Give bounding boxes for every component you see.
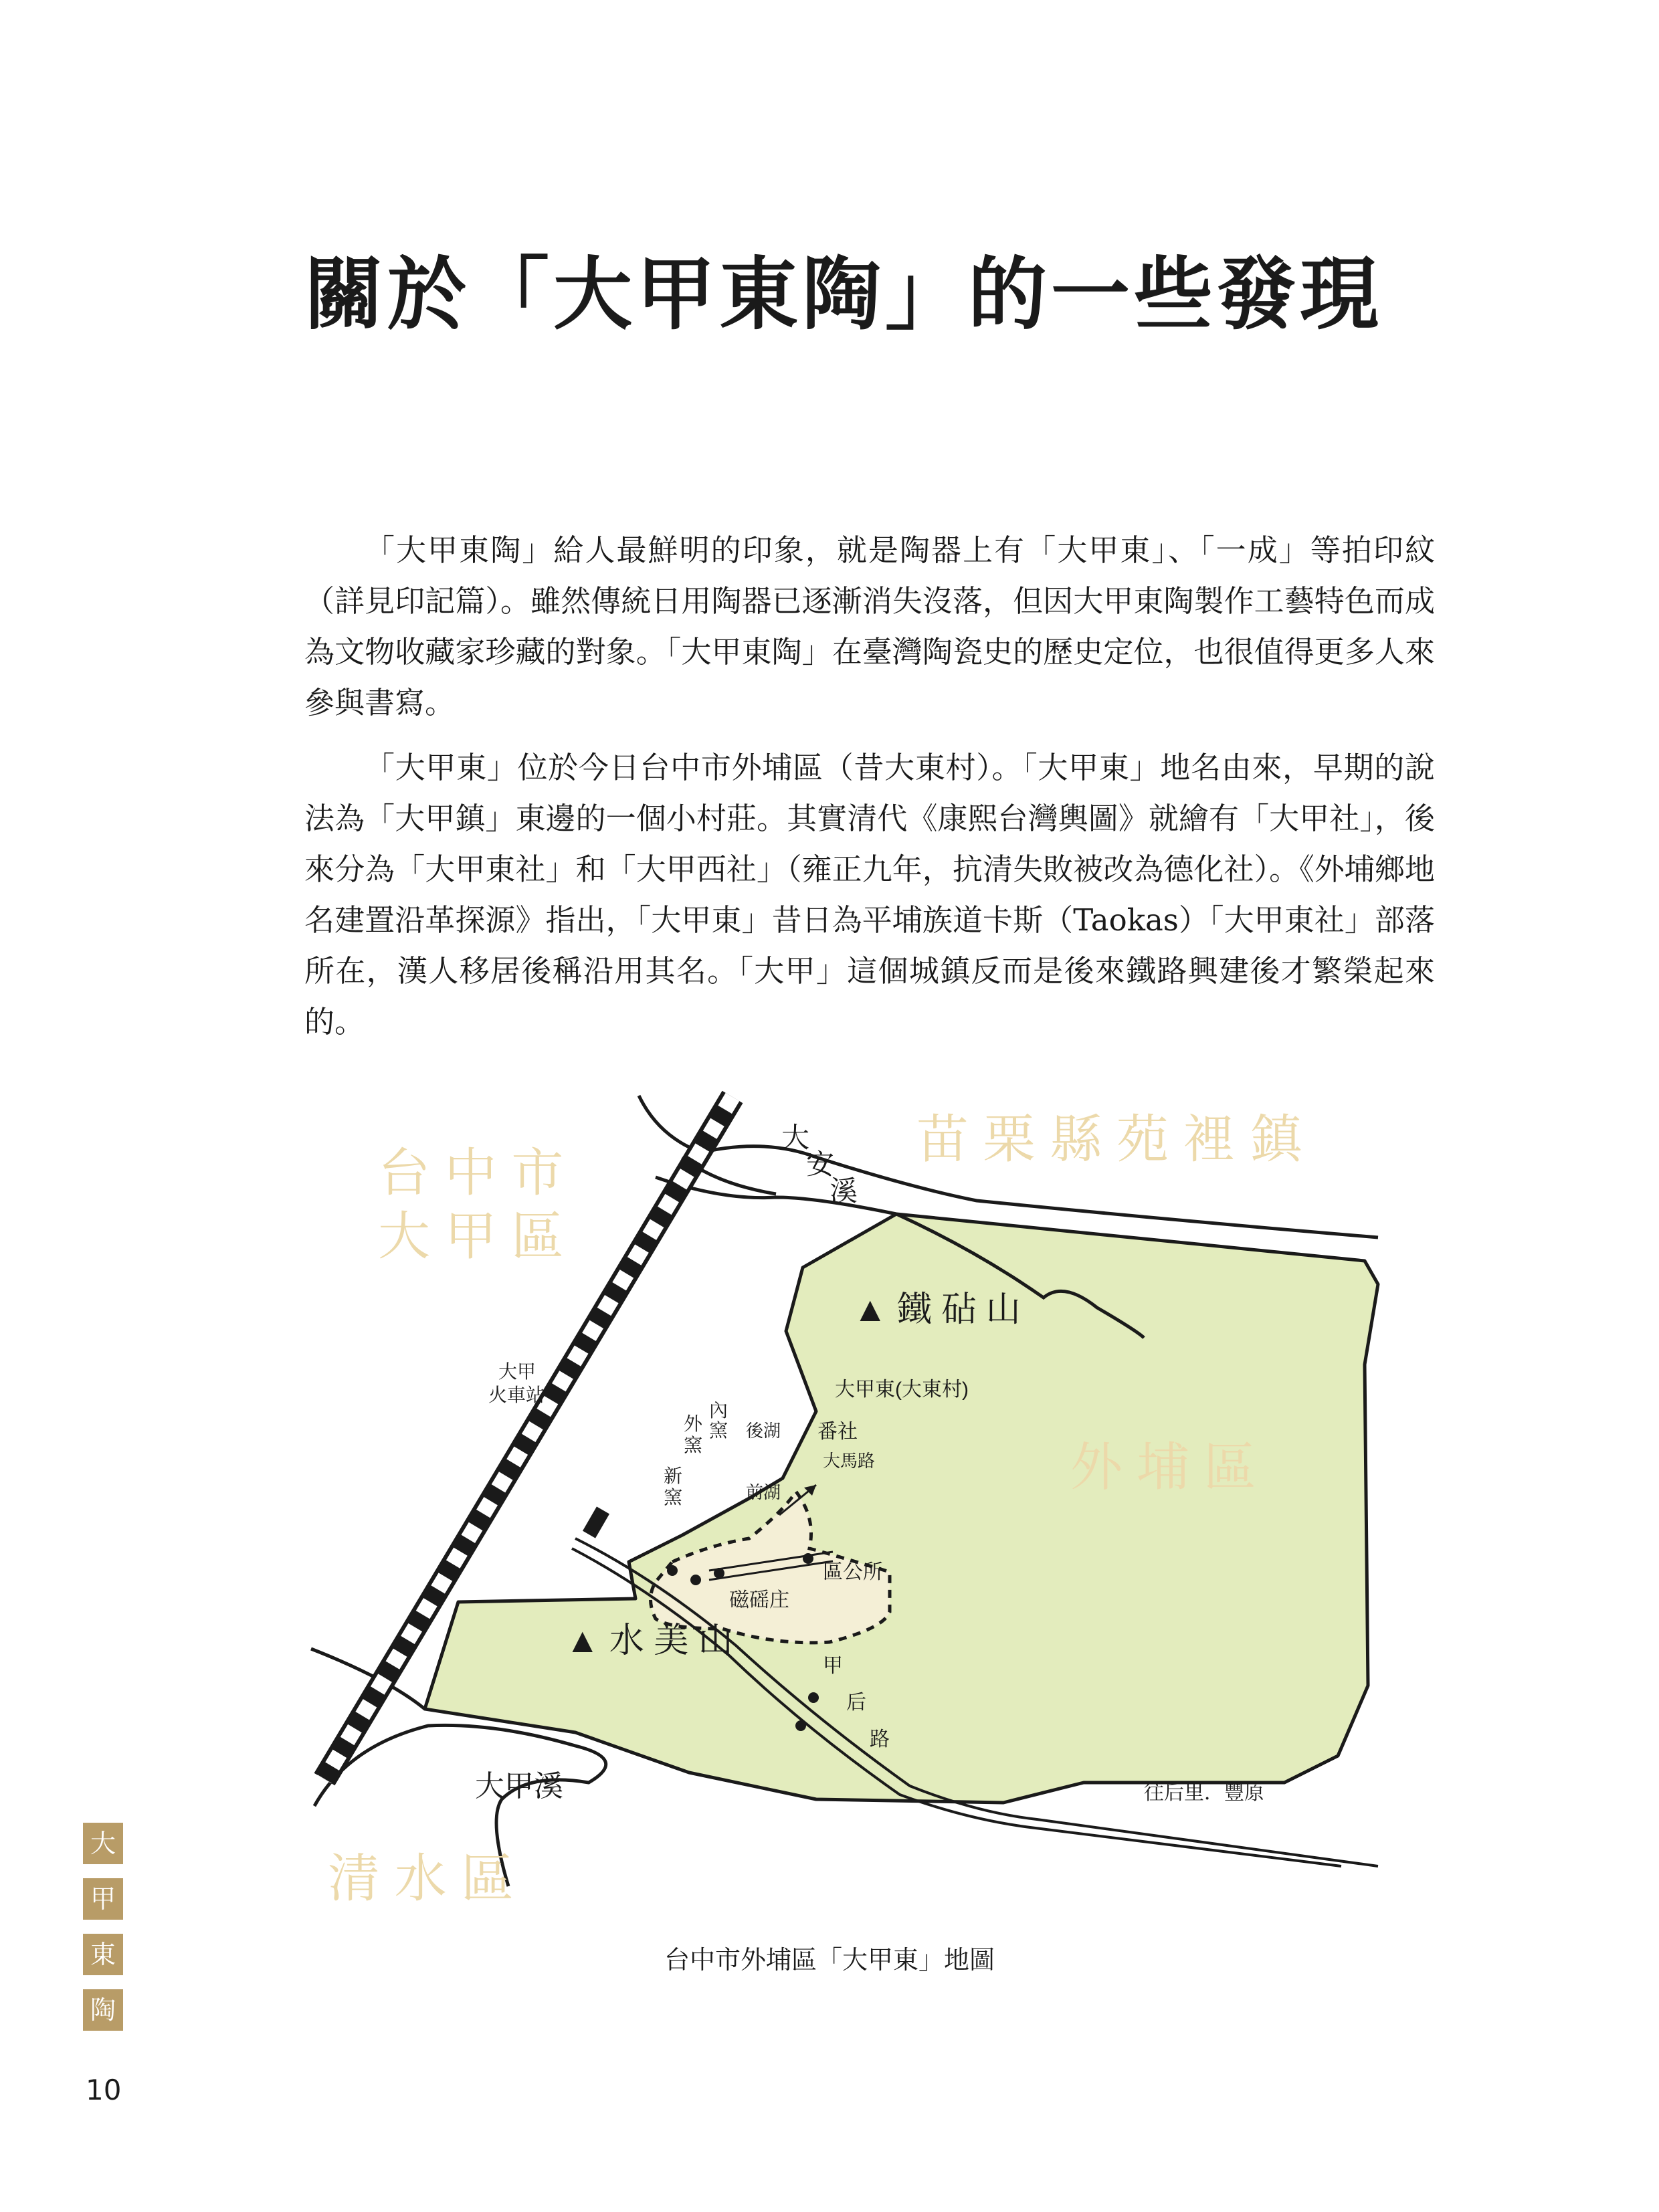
label-taichung: 台 中 市 — [378, 1143, 564, 1202]
label-waiyao-1: 外 — [684, 1413, 703, 1434]
point-fanshe — [803, 1553, 813, 1564]
label-to-houli: 往后里．豐原 — [1144, 1782, 1264, 1804]
label-dajia-river: 大甲溪 — [475, 1770, 563, 1803]
side-tab-da: 大 — [83, 1823, 123, 1864]
label-shuimei-mountain: ▲ 水 美 山 — [565, 1621, 733, 1660]
page-title: 關於「大甲東陶」的一些發現 — [304, 248, 1383, 340]
intro-paragraph — [304, 525, 1435, 746]
label-daan-2: 安 — [806, 1148, 835, 1180]
paragraph-2: 「大甲東」位於今日台中市外埔區（昔大東村）。「大甲東」地名由來，早期的說法為「大甲鎮」東邊的一個小村莊。其實清代《康熙台灣輿圖》就繪有「大甲社」，後來分為「大甲東社」和「大甲西社」（雍正九年，抗清失敗被改為德化社）。《外埔鄉地名建置沿革探源》指出，「大甲東」昔日為平埔族道卡斯（Taokas）「大甲東社」部落所在，漢人移居後稱沿用其名。「大甲」這個城鎮反而是後來鐵路興建後才繁榮起來的。 — [304, 750, 1435, 1039]
label-tiezhan-mountain: ▲ 鐵 砧 山 — [853, 1290, 1021, 1329]
label-daan-1: 大 — [781, 1122, 810, 1153]
map-caption: 台中市外埔區「大甲東」地圖 — [664, 1945, 995, 1975]
label-station-1: 大甲 — [498, 1361, 536, 1382]
label-miaoli: 苗 栗 縣 苑 裡 鎮 — [916, 1110, 1302, 1169]
label-damalu: 大馬路 — [823, 1451, 876, 1471]
label-xinyao-1: 新 — [664, 1466, 683, 1486]
station-marker — [583, 1506, 609, 1538]
map-figure — [308, 1084, 1445, 1926]
map-svg — [308, 1084, 1445, 1926]
point-xinyao — [667, 1565, 678, 1576]
label-qingshui: 清 水 區 — [328, 1849, 514, 1908]
daan-river-top-left — [639, 1096, 689, 1147]
label-fanshe: 番社 — [817, 1421, 858, 1443]
point-cikeng — [795, 1720, 806, 1731]
label-road-hou: 后 — [846, 1692, 866, 1714]
paragraph-1: 「大甲東陶」給人最鮮明的印象，就是陶器上有「大甲東」、「一成」等拍印紋（詳見印記篇）。雖然傳統日用陶器已逐漸消失沒落，但因大甲東陶製作工藝特色而成為文物收藏家珍藏的對象。「大甲東陶」在臺灣陶瓷史的歷史定位，也很值得更多人來參與書寫。 — [304, 532, 1435, 720]
point-waiyao — [690, 1575, 701, 1585]
label-dajia-district: 大 甲 區 — [378, 1207, 564, 1266]
label-road-lu: 路 — [870, 1728, 890, 1750]
history-paragraph — [304, 742, 1435, 1065]
label-xinyao-2: 窯 — [664, 1487, 683, 1508]
label-qianhu: 前湖 — [746, 1482, 781, 1502]
side-tab-dong: 東 — [83, 1934, 123, 1975]
label-station-2: 火車站 — [488, 1385, 545, 1405]
page-number: 10 — [86, 2074, 122, 2106]
label-cikeng: 磁磘庄 — [729, 1589, 789, 1611]
side-tab-tao: 陶 — [83, 1989, 123, 2031]
label-dajiadong: 大甲東(大東村) — [835, 1379, 969, 1401]
point-neiyao — [714, 1568, 724, 1579]
point-district-office — [808, 1692, 819, 1703]
label-road-jia: 甲 — [823, 1655, 843, 1677]
label-daan-3: 溪 — [830, 1175, 858, 1207]
label-district-office: 區公所 — [823, 1561, 883, 1583]
side-tab-jia: 甲 — [83, 1878, 123, 1920]
label-neiyao-1: 內 — [709, 1400, 728, 1421]
label-waipu: 外 埔 區 — [1070, 1437, 1256, 1496]
label-waiyao-2: 窯 — [684, 1435, 703, 1455]
label-neiyao-2: 窯 — [709, 1420, 728, 1441]
label-houhu: 後湖 — [746, 1421, 781, 1441]
